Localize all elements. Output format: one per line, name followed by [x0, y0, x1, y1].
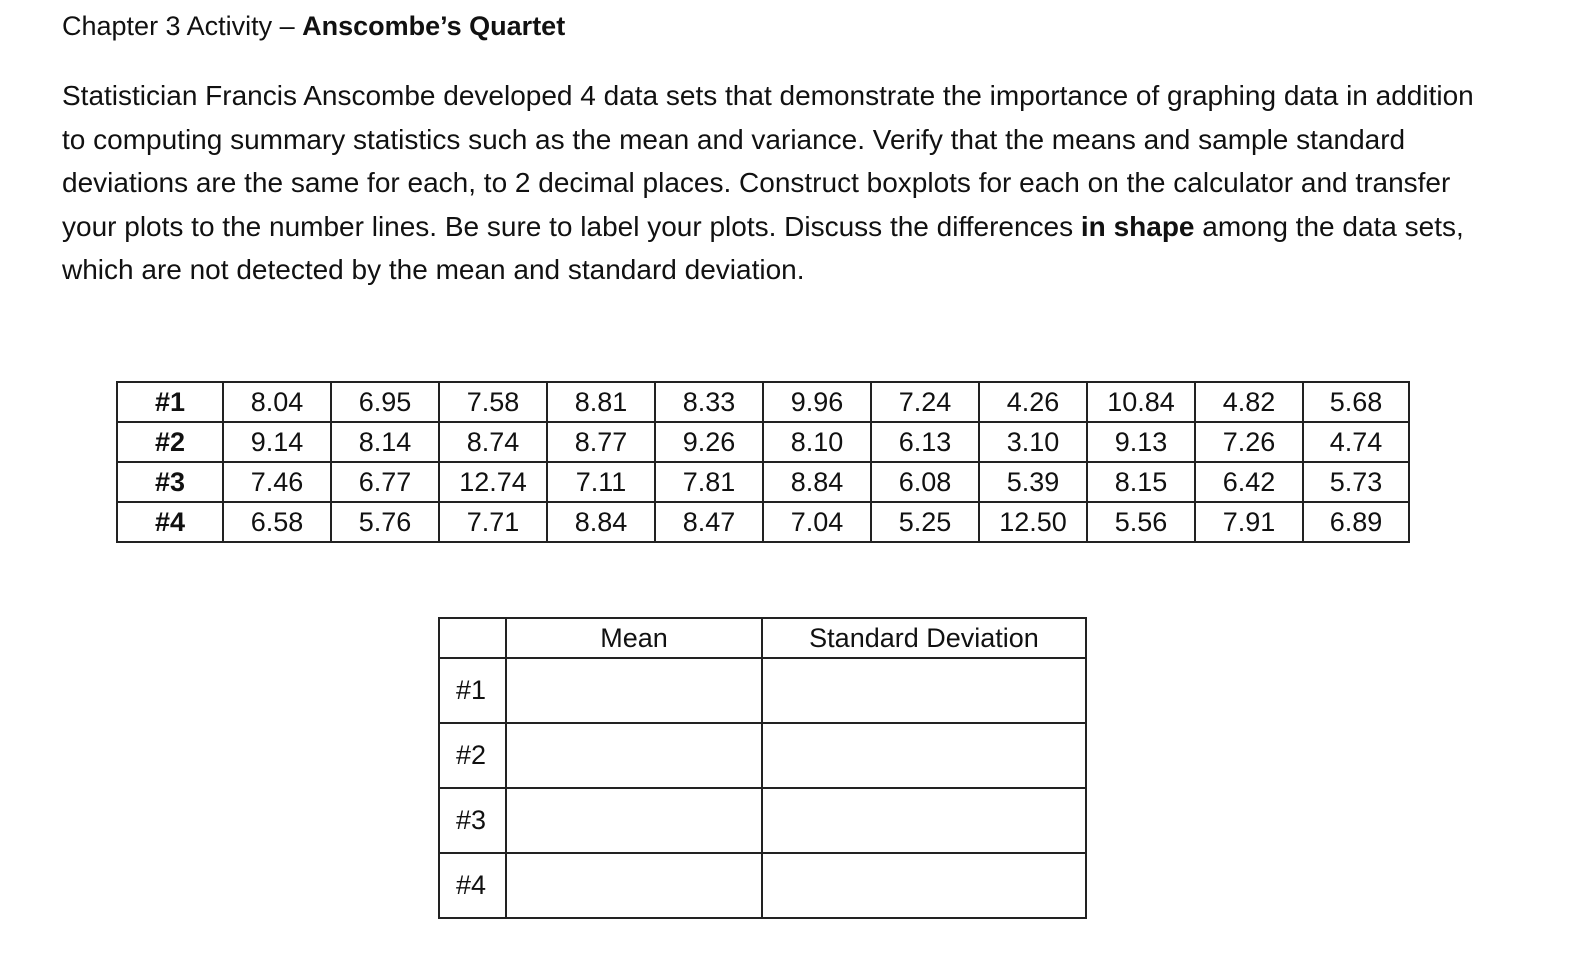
data-cell: 6.42	[1195, 462, 1303, 502]
intro-text-part2: among the data sets, which are not detected by the mean and standard deviation.	[62, 210, 1464, 285]
mean-cell[interactable]	[506, 853, 762, 918]
data-cell: 12.74	[439, 462, 547, 502]
stats-row-label: #3	[439, 788, 506, 853]
data-cell: 12.50	[979, 502, 1087, 542]
data-cell: 8.84	[763, 462, 871, 502]
data-cell: 7.04	[763, 502, 871, 542]
data-cell: 7.91	[1195, 502, 1303, 542]
row-label: #1	[117, 382, 223, 422]
data-cell: 6.08	[871, 462, 979, 502]
data-cell: 8.47	[655, 502, 763, 542]
data-cell: 8.81	[547, 382, 655, 422]
data-cell: 5.76	[331, 502, 439, 542]
data-cell: 5.68	[1303, 382, 1409, 422]
data-cell: 5.73	[1303, 462, 1409, 502]
stats-row-label: #1	[439, 658, 506, 723]
stats-header-mean: Mean	[506, 618, 762, 658]
data-cell: 7.58	[439, 382, 547, 422]
data-cell: 5.39	[979, 462, 1087, 502]
data-cell: 8.33	[655, 382, 763, 422]
data-cell: 7.71	[439, 502, 547, 542]
data-cell: 7.24	[871, 382, 979, 422]
row-label: #2	[117, 422, 223, 462]
sd-cell[interactable]	[762, 853, 1086, 918]
stats-row	[439, 658, 1086, 723]
row-label: #3	[117, 462, 223, 502]
stats-header-empty	[439, 618, 506, 658]
stats-row	[439, 853, 1086, 918]
stats-header-row	[439, 618, 1086, 658]
table-row	[117, 462, 1409, 502]
data-cell: 10.84	[1087, 382, 1195, 422]
data-cell: 7.11	[547, 462, 655, 502]
data-cell: 4.26	[979, 382, 1087, 422]
data-cell: 3.10	[979, 422, 1087, 462]
data-cell: 7.46	[223, 462, 331, 502]
data-cell: 6.58	[223, 502, 331, 542]
title-prefix: Chapter 3 Activity –	[62, 11, 303, 41]
data-cell: 9.13	[1087, 422, 1195, 462]
sd-cell[interactable]	[762, 658, 1086, 723]
data-cell: 8.04	[223, 382, 331, 422]
row-label: #4	[117, 502, 223, 542]
stats-row-label: #2	[439, 723, 506, 788]
data-cell: 6.77	[331, 462, 439, 502]
data-cell: 8.15	[1087, 462, 1195, 502]
data-cell: 5.56	[1087, 502, 1195, 542]
title-bold: Anscombe’s Quartet	[302, 11, 566, 41]
data-cell: 6.89	[1303, 502, 1409, 542]
data-cell: 6.95	[331, 382, 439, 422]
mean-cell[interactable]	[506, 658, 762, 723]
intro-text-part1: Statistician Francis Anscombe developed 4 data sets that demonstrate the importance of graphing data in addition to computing summary statistics such as the mean and variance. Verify that the means and sample standard deviations are the same for each, to 2 decimal places. Construct boxplots for each on the calculator and transfer your plots to the number lines. Be sure to label your plots. Discuss the differences	[62, 80, 1474, 242]
page-title	[62, 8, 565, 44]
data-cell: 8.77	[547, 422, 655, 462]
sd-cell[interactable]	[762, 788, 1086, 853]
data-cell: 9.14	[223, 422, 331, 462]
data-cell: 5.25	[871, 502, 979, 542]
data-cell: 8.84	[547, 502, 655, 542]
data-cell: 7.26	[1195, 422, 1303, 462]
data-cell: 4.74	[1303, 422, 1409, 462]
stats-header-sd: Standard Deviation	[762, 618, 1086, 658]
data-cell: 9.96	[763, 382, 871, 422]
data-table	[116, 381, 1410, 543]
stats-row	[439, 723, 1086, 788]
data-cell: 7.81	[655, 462, 763, 502]
data-cell: 8.74	[439, 422, 547, 462]
stats-table	[438, 617, 1087, 919]
table-row	[117, 382, 1409, 422]
data-cell: 6.13	[871, 422, 979, 462]
table-row	[117, 502, 1409, 542]
mean-cell[interactable]	[506, 788, 762, 853]
stats-row-label: #4	[439, 853, 506, 918]
sd-cell[interactable]	[762, 723, 1086, 788]
intro-paragraph	[62, 74, 1482, 292]
data-cell: 9.26	[655, 422, 763, 462]
data-cell: 8.14	[331, 422, 439, 462]
table-row	[117, 422, 1409, 462]
mean-cell[interactable]	[506, 723, 762, 788]
intro-text-bold: in shape	[1080, 210, 1195, 242]
data-cell: 8.10	[763, 422, 871, 462]
stats-row	[439, 788, 1086, 853]
data-cell: 4.82	[1195, 382, 1303, 422]
